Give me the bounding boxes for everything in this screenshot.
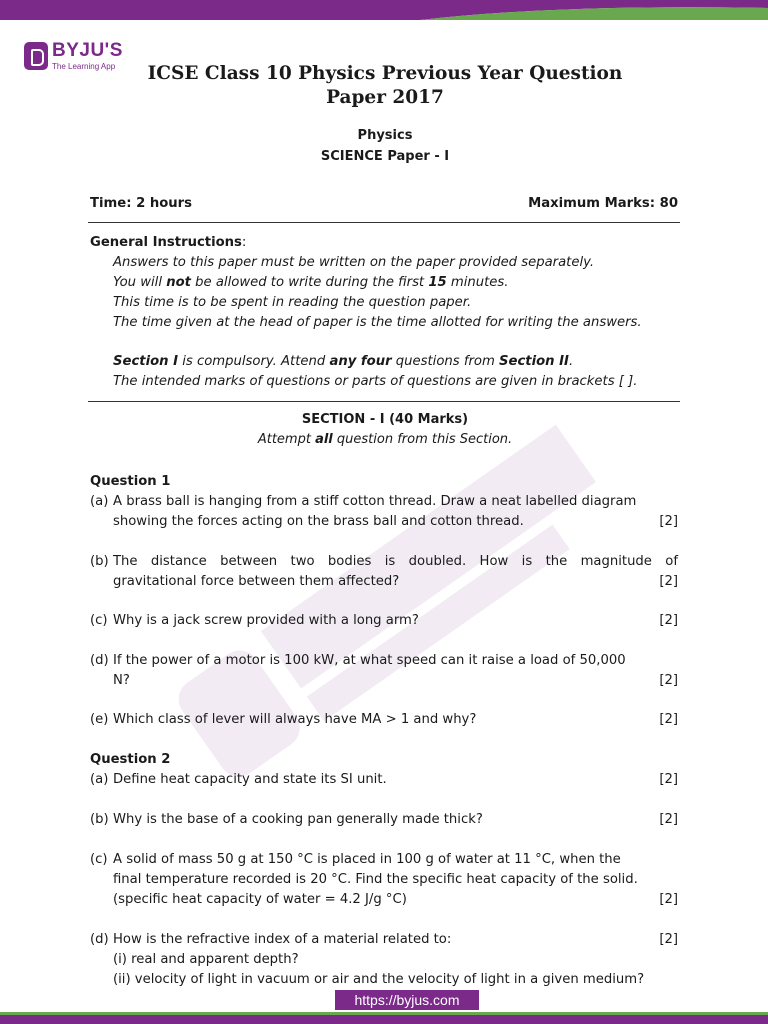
title-line-2: Paper 2017 bbox=[326, 87, 444, 108]
max-marks: Maximum Marks: 80 bbox=[528, 196, 678, 211]
page-title bbox=[90, 62, 680, 110]
question-1-heading: Question 1 bbox=[90, 474, 171, 489]
brand-icon bbox=[24, 42, 48, 70]
question-2-heading: Question 2 bbox=[90, 752, 171, 767]
bottom-banner bbox=[0, 1012, 768, 1024]
subject: Physics bbox=[357, 128, 413, 143]
divider bbox=[88, 401, 680, 402]
paper-name: SCIENCE Paper - I bbox=[320, 149, 450, 164]
top-banner bbox=[0, 0, 768, 20]
instruction-6: The intended marks of questions or parts of questions are given in brackets [ ]. bbox=[113, 374, 638, 389]
question-2d-i: (i) real and apparent depth? bbox=[113, 952, 299, 967]
time-allowed: Time: 2 hours bbox=[90, 196, 193, 211]
section-subtitle: Attempt all question from this Section. bbox=[257, 432, 513, 447]
section-title: SECTION - I (40 Marks) bbox=[301, 412, 469, 427]
brand-name: BYJU'S bbox=[52, 40, 123, 61]
instructions-heading: General Instructions: bbox=[90, 235, 247, 250]
instruction-1: Answers to this paper must be written on the paper provided separately. bbox=[113, 255, 595, 270]
divider bbox=[88, 222, 680, 223]
instruction-5: Section I is compulsory. Attend any four questions from Section II. bbox=[113, 354, 574, 369]
question-2d-ii: (ii) velocity of light in vacuum or air and the velocity of light in a given medium? bbox=[113, 972, 645, 987]
instruction-4: The time given at the head of paper is the time allotted for writing the answers. bbox=[113, 315, 642, 330]
brand-tagline: The Learning App bbox=[52, 62, 116, 71]
footer-url-link[interactable]: https://byjus.com bbox=[335, 990, 479, 1010]
instruction-2: You will not be allowed to write during the first 15 minutes. bbox=[113, 275, 509, 290]
instruction-3: This time is to be spent in reading the question paper. bbox=[113, 295, 472, 310]
title-line-1: ICSE Class 10 Physics Previous Year Question bbox=[147, 63, 623, 84]
